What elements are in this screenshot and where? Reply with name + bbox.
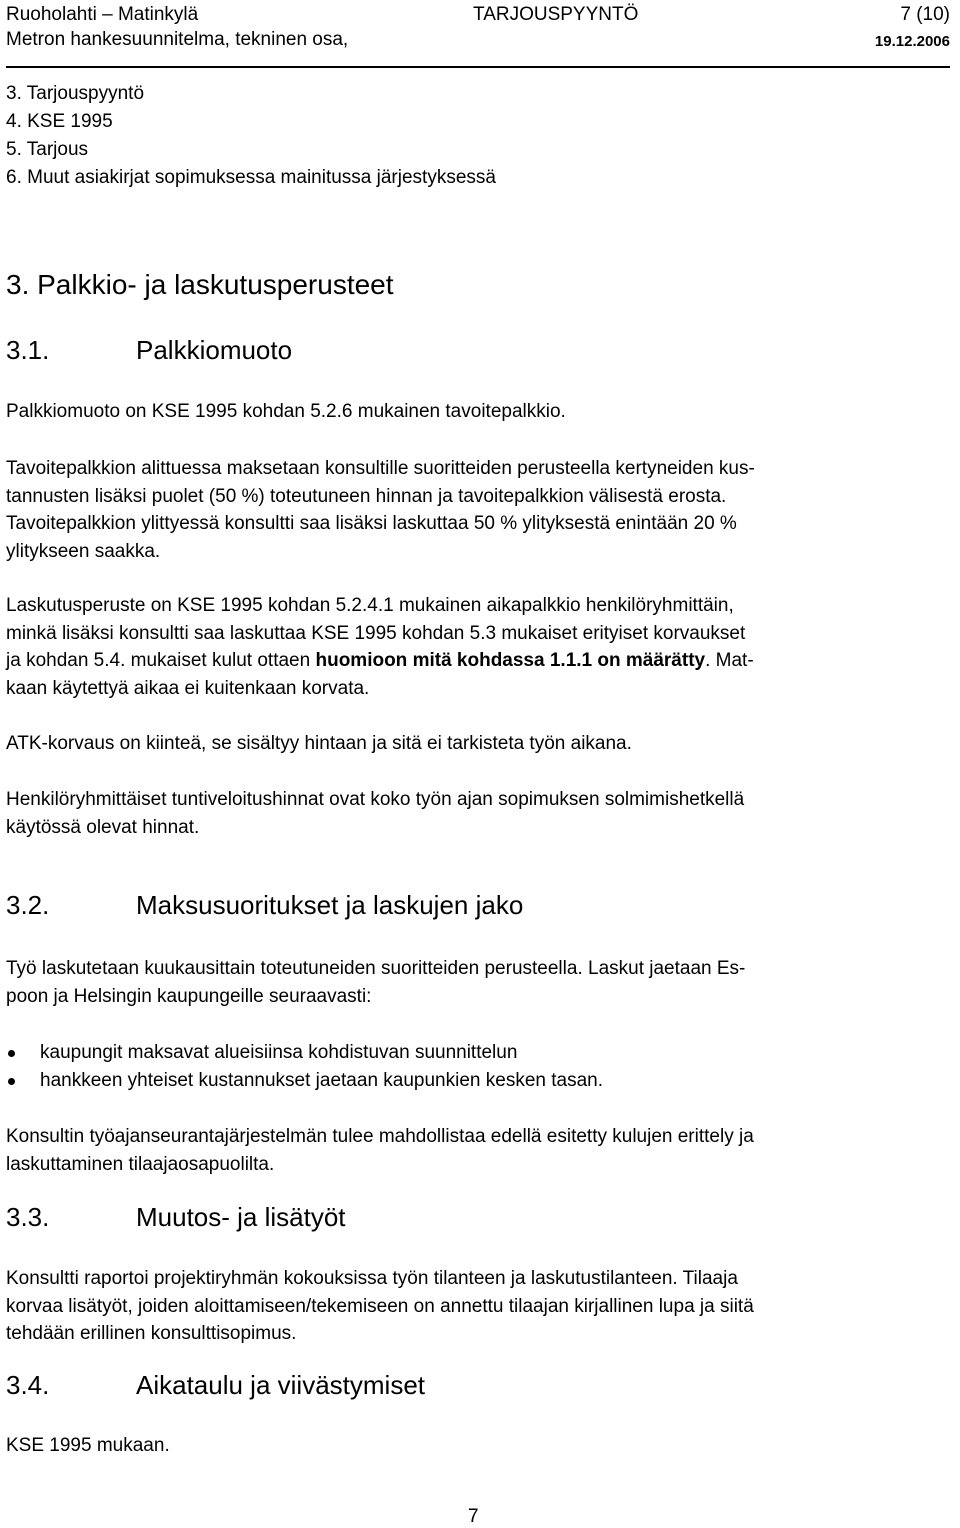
paragraph-line: Työ laskutetaan kuukausittain toteutuneiden suoritteiden perusteella. Laskut jaetaan Es- [6,958,746,979]
paragraph [6,398,946,426]
paragraph-text: ATK-korvaus on kiinteä, se sisältyy hintaan ja sitä ei tarkisteta työn aikana. [6,733,632,754]
list-item [6,1039,946,1067]
section-3-heading: 3. Palkkio- ja laskutusperusteet [6,269,394,300]
list-item: 3. Tarjouspyyntö [6,83,145,104]
paragraph [6,1123,946,1178]
paragraph-line: Konsultin työajanseurantajärjestelmän tulee mahdollistaa edellä esitetty kulujen erittely ja [6,1126,754,1147]
list-item-text: hankkeen yhteiset kustannukset jaetaan kaupunkien kesken tasan. [40,1070,603,1091]
bullet-icon [8,1050,15,1057]
paragraph-text: Palkkiomuoto on KSE 1995 kohdan 5.2.6 mukainen tavoitepalkkio. [6,401,566,422]
bullet-list [6,1039,946,1095]
header-doc-type: TARJOUSPYYNTÖ [473,4,639,25]
header-page-of: 7 (10) [900,4,950,25]
paragraph-line [6,647,946,675]
bullet-icon [8,1078,15,1085]
header-subtitle: Metron hankesuunnitelma, tekninen osa, [6,29,349,50]
section-number: 3.1. [6,335,50,365]
paragraph-line: Laskutusperuste on KSE 1995 kohdan 5.2.4.1 mukainen aikapalkkio henkilöryhmittäin, [6,595,734,616]
paragraph [6,455,946,565]
paragraph-line: Tavoitepalkkion alittuessa maksetaan konsultille suoritteiden perusteella kertyneiden kus- [6,458,755,479]
paragraph [6,955,946,1010]
paragraph-line: tannusten lisäksi puolet (50 %) toteutuneen hinnan ja tavoitepalkkion välisestä erosta. [6,485,727,507]
section-title: Maksusuoritukset ja laskujen jako [136,890,524,920]
section-title: Aikataulu ja viivästymiset [136,1370,425,1400]
section-number: 3.3. [6,1202,50,1232]
section-title: Palkkiomuoto [136,335,293,365]
header-location: Ruoholahti – Matinkylä [6,4,199,25]
section-3-4-heading [6,1369,425,1401]
paragraph [6,730,946,758]
list-item-text: kaupungit maksavat alueisiinsa kohdistuvan suunnittelun [40,1042,518,1063]
paragraph-line: korvaa lisätyöt, joiden aloittamiseen/tekemiseen on annettu tilaajan kirjallinen lupa ja siitä [6,1295,754,1317]
list-item [6,1067,946,1095]
text-run: . Mat- [705,650,754,671]
page-number: 7 [468,1506,479,1527]
header-rule [6,66,950,68]
list-item: 6. Muut asiakirjat sopimuksessa mainitussa järjestyksessä [6,167,496,188]
list-item: 5. Tarjous [6,139,89,160]
paragraph [6,592,946,702]
paragraph-text: KSE 1995 mukaan. [6,1435,170,1456]
paragraph-line: poon ja Helsingin kaupungeille seuraavasti: [6,985,372,1007]
paragraph [6,786,946,841]
section-title: Muutos- ja lisätyöt [136,1202,346,1232]
paragraph-line: kaan käytettyä aikaa ei kuitenkaan korvata. [6,677,370,699]
paragraph-line: ylitykseen saakka. [6,540,161,562]
section-3-3-heading [6,1201,346,1233]
document-order-list [6,80,946,192]
bold-text-run: huomioon mitä kohdassa 1.1.1 on määrätty [315,650,706,671]
section-number: 3.4. [6,1370,50,1400]
paragraph-line: tehdään erillinen konsulttisopimus. [6,1323,297,1344]
list-item: 4. KSE 1995 [6,111,113,132]
page-header-row-2 [6,29,950,53]
text-run: ja kohdan 5.4. mukaiset kulut ottaen [6,650,316,671]
page-header-row-1 [6,4,950,28]
section-3-2-heading [6,889,523,921]
paragraph-line: Henkilöryhmittäiset tuntiveloitushinnat ovat koko työn ajan sopimuksen solmimishetkellä [6,789,745,810]
section-3-1-heading [6,334,292,366]
paragraph [6,1265,946,1348]
paragraph-line: Konsultti raportoi projektiryhmän kokouksissa työn tilanteen ja laskutustilanteen. Tilaaja [6,1268,738,1289]
paragraph-line: käytössä olevat hinnat. [6,816,200,838]
paragraph-line: laskuttaminen tilaajaosapuolilta. [6,1153,275,1175]
paragraph [6,1432,946,1460]
section-number: 3.2. [6,890,50,920]
paragraph-line: minkä lisäksi konsultti saa laskuttaa KSE 1995 kohdan 5.3 mukaiset erityiset korvaukset [6,622,746,644]
header-date: 19.12.2006 [874,33,950,50]
paragraph-line: Tavoitepalkkion ylittyessä konsultti saa lisäksi laskuttaa 50 % ylityksestä enintään 20 % [6,513,737,534]
